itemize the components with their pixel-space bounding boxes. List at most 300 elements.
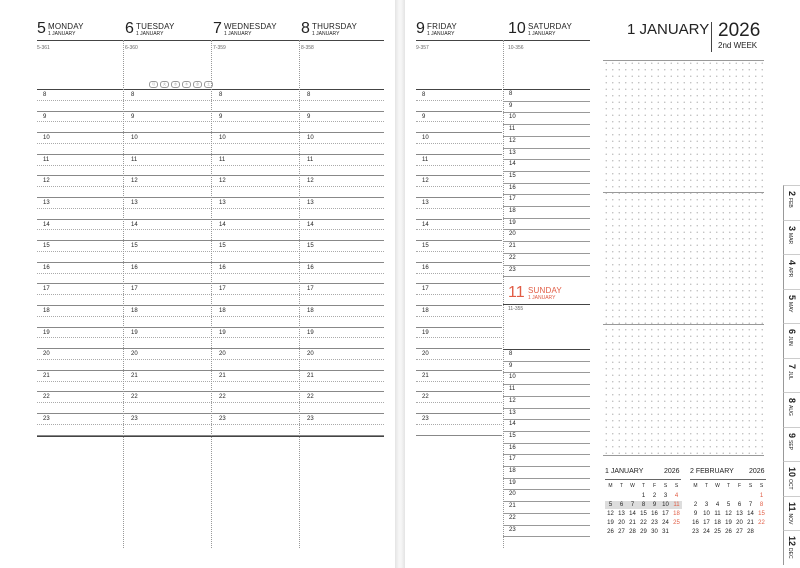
calendar-day[interactable]: 24 xyxy=(703,529,710,535)
hour-label: 16 xyxy=(509,444,516,451)
half-hour-line xyxy=(416,337,502,338)
calendar-day[interactable]: 12 xyxy=(607,511,614,517)
hour-label: 10 xyxy=(131,135,138,142)
calendar-day[interactable]: 5 xyxy=(605,501,616,509)
hour-line xyxy=(416,219,502,220)
hour-label: 12 xyxy=(422,178,429,185)
moon-phase-icon: 火 xyxy=(160,81,169,88)
month-tab-label xyxy=(787,260,797,277)
hour-line xyxy=(503,159,590,160)
half-hour-line xyxy=(416,402,502,403)
notes-divider xyxy=(603,455,764,456)
hour-label: 22 xyxy=(422,394,429,401)
calendar-day[interactable]: 3 xyxy=(704,502,709,508)
hour-label: 19 xyxy=(422,329,429,336)
weekday-letter: S xyxy=(674,483,679,489)
hour-label: 11 xyxy=(131,156,138,163)
hour-line xyxy=(503,384,590,385)
column-separator xyxy=(211,40,212,548)
month-tab-abbr: MAR xyxy=(787,232,793,244)
month-tab-abbr: NOV xyxy=(787,513,793,524)
hour-label: 17 xyxy=(219,286,226,293)
half-hour-line xyxy=(416,208,502,209)
moon-phase-icon: 木 xyxy=(182,81,191,88)
month-tab-dec[interactable] xyxy=(783,530,800,565)
hour-label: 20 xyxy=(509,491,516,498)
hour-label: 14 xyxy=(509,161,516,168)
hour-line xyxy=(503,525,590,526)
hour-label: 8 xyxy=(509,351,513,357)
hour-label: 17 xyxy=(131,286,138,293)
hour-label: 12 xyxy=(509,137,516,144)
day-name: THURSDAY xyxy=(312,22,358,31)
hour-label: 9 xyxy=(131,113,135,120)
half-hour-line xyxy=(416,143,502,144)
moon-phase-icon: 水 xyxy=(171,81,180,88)
calendar-day[interactable]: 16 xyxy=(651,511,658,517)
hour-label: 21 xyxy=(422,372,429,379)
calendar-day[interactable]: 14 xyxy=(629,511,636,517)
half-hour-line xyxy=(416,251,502,252)
day-month: 1 JANUARY xyxy=(528,31,556,37)
hour-grid-rule xyxy=(503,89,590,90)
half-hour-line xyxy=(416,273,502,274)
weekday-letter: T xyxy=(619,483,624,489)
hour-label: 11 xyxy=(307,156,314,163)
hour-label: 16 xyxy=(509,184,516,191)
calendar-day[interactable]: 18 xyxy=(673,511,680,517)
calendar-day[interactable]: 22 xyxy=(640,520,647,526)
hour-label: 22 xyxy=(509,514,516,521)
half-hour-line xyxy=(416,186,502,187)
column-separator xyxy=(123,40,124,548)
hour-line xyxy=(503,136,590,137)
hour-label: 23 xyxy=(307,416,314,422)
calendar-day[interactable]: 22 xyxy=(758,520,765,526)
calendar-day[interactable]: 27 xyxy=(736,529,743,535)
mini-calendar-rule xyxy=(605,479,681,480)
day-of-year: 6-360 xyxy=(125,45,138,51)
hour-label: 22 xyxy=(43,394,50,401)
hour-label: 12 xyxy=(509,397,516,404)
hour-label: 10 xyxy=(509,374,516,381)
hour-line xyxy=(503,241,590,242)
calendar-day[interactable]: 12 xyxy=(725,511,732,517)
day-name: SUNDAY xyxy=(528,286,562,295)
hour-label: 8 xyxy=(307,92,311,98)
calendar-day[interactable]: 10 xyxy=(703,511,710,517)
calendar-day[interactable]: 17 xyxy=(662,511,669,517)
hour-line xyxy=(503,513,590,514)
calendar-day[interactable]: 9 xyxy=(649,501,660,509)
column-separator xyxy=(299,40,300,548)
weekday-letter: T xyxy=(641,483,646,489)
calendar-day[interactable]: 2 xyxy=(652,493,657,499)
hour-label: 20 xyxy=(219,351,226,358)
header-rule xyxy=(503,304,590,305)
hour-line xyxy=(416,413,502,414)
hour-label: 9 xyxy=(307,113,311,120)
weekday-letter: W xyxy=(630,483,635,489)
day-of-year: 7-359 xyxy=(213,45,226,51)
month-tab-feb[interactable] xyxy=(783,185,800,220)
hour-label: 21 xyxy=(509,243,516,250)
calendar-day[interactable]: 4 xyxy=(715,502,720,508)
calendar-day[interactable]: 13 xyxy=(618,511,625,517)
hour-label: 14 xyxy=(43,221,50,228)
calendar-day[interactable]: 2 xyxy=(693,502,698,508)
month-tab-number: 2 xyxy=(787,191,797,197)
hour-label: 17 xyxy=(509,456,516,463)
hour-label: 11 xyxy=(509,386,516,393)
hour-label: 14 xyxy=(422,221,429,228)
day-month: 1 JANUARY xyxy=(224,31,252,37)
hour-label: 21 xyxy=(509,503,516,510)
hour-label: 13 xyxy=(43,200,50,206)
month-tab-label xyxy=(787,226,797,244)
calendar-day[interactable]: 18 xyxy=(714,520,721,526)
hour-line xyxy=(416,132,502,133)
mini-calendar-year: 2026 xyxy=(664,468,680,475)
month-tab-label xyxy=(787,433,797,450)
day-month: 1 JANUARY xyxy=(312,31,340,37)
month-tab-number: 9 xyxy=(787,432,797,438)
hour-label: 8 xyxy=(43,92,47,98)
hour-label: 8 xyxy=(219,92,223,98)
hour-label: 13 xyxy=(131,200,138,206)
calendar-day[interactable]: 13 xyxy=(736,511,743,517)
calendar-day[interactable]: 9 xyxy=(693,511,698,517)
calendar-day[interactable]: 26 xyxy=(607,529,614,535)
hour-line xyxy=(503,408,590,409)
calendar-day[interactable]: 25 xyxy=(714,529,721,535)
day-month: 1 JANUARY xyxy=(48,31,76,37)
half-hour-line xyxy=(416,229,502,230)
hour-label: 9 xyxy=(509,102,513,109)
hour-label: 19 xyxy=(131,329,138,336)
calendar-day[interactable]: 19 xyxy=(725,520,732,526)
month-tab-nov[interactable] xyxy=(783,496,800,531)
calendar-day[interactable]: 15 xyxy=(758,511,765,517)
hour-label: 10 xyxy=(219,135,226,142)
hour-line xyxy=(503,501,590,502)
hour-label: 10 xyxy=(43,135,50,142)
hour-line xyxy=(503,183,590,184)
weekday-letter: S xyxy=(759,483,764,489)
day-number: 5 xyxy=(37,20,46,37)
calendar-day[interactable]: 20 xyxy=(618,520,625,526)
binding-gutter xyxy=(395,0,405,568)
hour-line xyxy=(416,111,502,112)
hour-label: 16 xyxy=(131,264,138,271)
hour-line xyxy=(416,197,502,198)
hour-label: 17 xyxy=(509,196,516,203)
calendar-day[interactable]: 27 xyxy=(618,529,625,535)
hour-label: 19 xyxy=(43,329,50,336)
weekday-letter: M xyxy=(608,483,613,489)
hour-line xyxy=(503,148,590,149)
day-of-year: 10-356 xyxy=(508,45,524,51)
month-tab-abbr: OCT xyxy=(787,479,793,490)
hour-label: 20 xyxy=(131,351,138,358)
hour-label: 8 xyxy=(131,92,135,98)
hour-label: 15 xyxy=(509,432,516,439)
hour-label: 10 xyxy=(307,135,314,142)
hour-line xyxy=(503,194,590,195)
hour-line xyxy=(416,305,502,306)
calendar-day[interactable]: 14 xyxy=(747,511,754,517)
hour-grid-rule xyxy=(416,89,502,90)
day-name: MONDAY xyxy=(48,22,84,31)
hour-label: 18 xyxy=(43,308,50,314)
day-name: TUESDAY xyxy=(136,22,175,31)
hour-label: 10 xyxy=(509,114,516,121)
hour-line xyxy=(416,348,502,349)
calendar-day[interactable]: 6 xyxy=(616,501,627,509)
week-start-date: 1 JANUARY xyxy=(627,21,710,38)
hour-line xyxy=(503,101,590,102)
weekday-letter: T xyxy=(704,483,709,489)
hour-label: 22 xyxy=(509,254,516,261)
calendar-day[interactable]: 20 xyxy=(736,520,743,526)
hour-label: 15 xyxy=(509,172,516,179)
hour-line xyxy=(503,276,590,277)
notes-divider xyxy=(603,60,764,61)
hour-label: 11 xyxy=(43,156,50,163)
hour-label: 23 xyxy=(509,266,516,273)
hour-line xyxy=(503,419,590,420)
hour-label: 12 xyxy=(307,178,314,185)
hour-line xyxy=(503,466,590,467)
hour-label: 11 xyxy=(509,126,516,133)
weekday-letter: T xyxy=(726,483,731,489)
half-hour-line xyxy=(416,165,502,166)
hour-label: 21 xyxy=(43,372,50,379)
mini-calendar-year: 2026 xyxy=(749,468,765,475)
month-tab-number: 6 xyxy=(787,329,797,335)
month-tab-number: 12 xyxy=(787,536,797,547)
moon-phase-icon: 金 xyxy=(193,81,202,88)
calendar-day[interactable]: 26 xyxy=(725,529,732,535)
hour-label: 18 xyxy=(422,308,429,314)
hour-grid-rule xyxy=(503,349,590,350)
hour-label: 20 xyxy=(422,351,429,358)
calendar-day[interactable]: 19 xyxy=(607,520,614,526)
half-hour-line xyxy=(416,381,502,382)
day-number: 7 xyxy=(213,20,222,37)
hour-line xyxy=(503,536,590,537)
calendar-day[interactable]: 7 xyxy=(748,502,753,508)
calendar-day[interactable]: 11 xyxy=(714,511,721,517)
hour-label: 23 xyxy=(509,526,516,533)
month-tab-aug[interactable] xyxy=(783,392,800,427)
day-number: 10 xyxy=(508,20,526,37)
hour-label: 9 xyxy=(219,113,223,120)
hour-label: 15 xyxy=(131,243,138,250)
hour-line xyxy=(416,154,502,155)
weekday-letter: M xyxy=(693,483,698,489)
month-tab-jun[interactable] xyxy=(783,323,800,358)
calendar-day[interactable]: 15 xyxy=(640,511,647,517)
calendar-day[interactable]: 21 xyxy=(629,520,636,526)
year-separator xyxy=(711,22,712,52)
day-of-year: 11-355 xyxy=(508,306,524,312)
month-tab-abbr: AUG xyxy=(787,405,793,416)
month-tab-mar[interactable] xyxy=(783,220,800,255)
calendar-day[interactable]: 1 xyxy=(759,493,764,499)
calendar-day[interactable]: 23 xyxy=(651,520,658,526)
month-tab-abbr: SEP xyxy=(787,439,793,450)
hour-label: 22 xyxy=(131,394,138,401)
day-month: 1 JANUARY xyxy=(427,31,455,37)
hour-label: 18 xyxy=(509,208,516,214)
hour-line xyxy=(416,435,502,436)
hour-label: 13 xyxy=(509,149,516,156)
hour-line xyxy=(503,218,590,219)
hour-label: 22 xyxy=(307,394,314,401)
hour-line xyxy=(416,240,502,241)
month-tab-sep[interactable] xyxy=(783,427,800,462)
calendar-day[interactable]: 31 xyxy=(662,529,669,535)
calendar-day[interactable]: 29 xyxy=(640,529,647,535)
hour-line xyxy=(416,175,502,176)
hour-label: 15 xyxy=(307,243,314,250)
hour-label: 12 xyxy=(219,178,226,185)
calendar-day[interactable]: 1 xyxy=(641,493,646,499)
calendar-day[interactable]: 11 xyxy=(671,501,682,509)
hour-label: 19 xyxy=(509,219,516,226)
month-tab-label xyxy=(787,398,797,416)
day-of-year: 5-361 xyxy=(37,45,50,51)
calendar-day[interactable]: 5 xyxy=(726,502,731,508)
hour-label: 8 xyxy=(509,91,513,97)
hour-label: 13 xyxy=(307,200,314,206)
day-number: 9 xyxy=(416,20,425,37)
month-tab-abbr: APR xyxy=(787,267,793,278)
month-tab-label xyxy=(787,364,797,380)
day-number: 8 xyxy=(301,20,310,37)
month-tab-number: 10 xyxy=(787,467,797,478)
hour-label: 23 xyxy=(422,416,429,422)
calendar-day[interactable]: 8 xyxy=(638,501,649,509)
calendar-day[interactable]: 3 xyxy=(663,493,668,499)
hour-line xyxy=(416,370,502,371)
day-name: WEDNESDAY xyxy=(224,22,277,31)
hour-line xyxy=(503,229,590,230)
hour-label: 14 xyxy=(219,221,226,228)
calendar-day[interactable]: 4 xyxy=(674,493,679,499)
calendar-day[interactable]: 30 xyxy=(651,529,658,535)
hour-label: 17 xyxy=(307,286,314,293)
half-hour-line xyxy=(416,359,502,360)
hour-line xyxy=(503,396,590,397)
month-tab-abbr: JUN xyxy=(787,336,793,346)
day-number: 11 xyxy=(508,284,525,301)
hour-label: 17 xyxy=(43,286,50,293)
month-tab-may[interactable] xyxy=(783,289,800,324)
month-tab-apr[interactable] xyxy=(783,254,800,289)
day-name: SATURDAY xyxy=(528,22,572,31)
hour-label: 15 xyxy=(422,243,429,250)
hour-line xyxy=(503,454,590,455)
hour-line xyxy=(416,283,502,284)
month-tab-jul[interactable] xyxy=(783,358,800,393)
hour-label: 18 xyxy=(307,308,314,314)
hour-label: 21 xyxy=(131,372,138,379)
hour-line xyxy=(503,443,590,444)
hour-line xyxy=(503,489,590,490)
month-tab-number: 5 xyxy=(787,294,797,300)
notes-dot-grid[interactable] xyxy=(603,60,764,455)
hour-label: 19 xyxy=(219,329,226,336)
weekday-letter: F xyxy=(737,483,742,489)
mini-calendar-rule xyxy=(690,479,766,480)
day-of-year: 9-357 xyxy=(416,45,429,51)
calendar-day[interactable]: 6 xyxy=(737,502,742,508)
hour-line xyxy=(503,206,590,207)
calendar-day[interactable]: 23 xyxy=(692,529,699,535)
month-tab-label xyxy=(787,467,797,490)
weekday-letter: S xyxy=(748,483,753,489)
hour-line xyxy=(503,253,590,254)
hour-label: 15 xyxy=(219,243,226,250)
moon-phase-icons xyxy=(149,81,213,88)
hour-label: 14 xyxy=(131,221,138,228)
calendar-day[interactable]: 8 xyxy=(759,502,764,508)
hour-label: 20 xyxy=(43,351,50,358)
month-tab-label xyxy=(787,502,797,524)
hour-label: 21 xyxy=(219,372,226,379)
hour-label: 9 xyxy=(43,113,47,120)
hour-label: 23 xyxy=(131,416,138,422)
half-hour-line xyxy=(416,424,502,425)
hour-label: 23 xyxy=(43,416,50,422)
calendar-day[interactable]: 25 xyxy=(673,520,680,526)
notes-divider xyxy=(603,192,764,193)
day-number: 6 xyxy=(125,20,134,37)
calendar-day[interactable]: 10 xyxy=(660,501,671,509)
calendar-day[interactable]: 28 xyxy=(747,529,754,535)
hour-line xyxy=(503,112,590,113)
day-name: FRIDAY xyxy=(427,22,457,31)
month-tab-label xyxy=(787,329,797,346)
month-tab-oct[interactable] xyxy=(783,461,800,496)
hour-label: 19 xyxy=(307,329,314,336)
hour-line xyxy=(416,391,502,392)
hour-label: 16 xyxy=(219,264,226,271)
calendar-day[interactable]: 24 xyxy=(662,520,669,526)
month-tab-number: 3 xyxy=(787,225,797,231)
month-tab-label xyxy=(787,295,797,312)
calendar-day[interactable]: 16 xyxy=(692,520,699,526)
calendar-day[interactable]: 21 xyxy=(747,520,754,526)
hour-label: 14 xyxy=(307,221,314,228)
day-of-year: 8-358 xyxy=(301,45,314,51)
hour-label: 23 xyxy=(219,416,226,422)
calendar-day[interactable]: 17 xyxy=(703,520,710,526)
month-tab-number: 4 xyxy=(787,260,797,266)
hour-label: 16 xyxy=(43,264,50,271)
hour-label: 20 xyxy=(509,231,516,238)
hour-label: 18 xyxy=(509,468,516,474)
hour-line xyxy=(503,431,590,432)
calendar-day[interactable]: 7 xyxy=(627,501,638,509)
month-tab-abbr: DEC xyxy=(787,548,793,559)
hour-label: 9 xyxy=(422,113,426,120)
notes-divider xyxy=(603,324,764,325)
calendar-day[interactable]: 28 xyxy=(629,529,636,535)
hour-line xyxy=(503,171,590,172)
